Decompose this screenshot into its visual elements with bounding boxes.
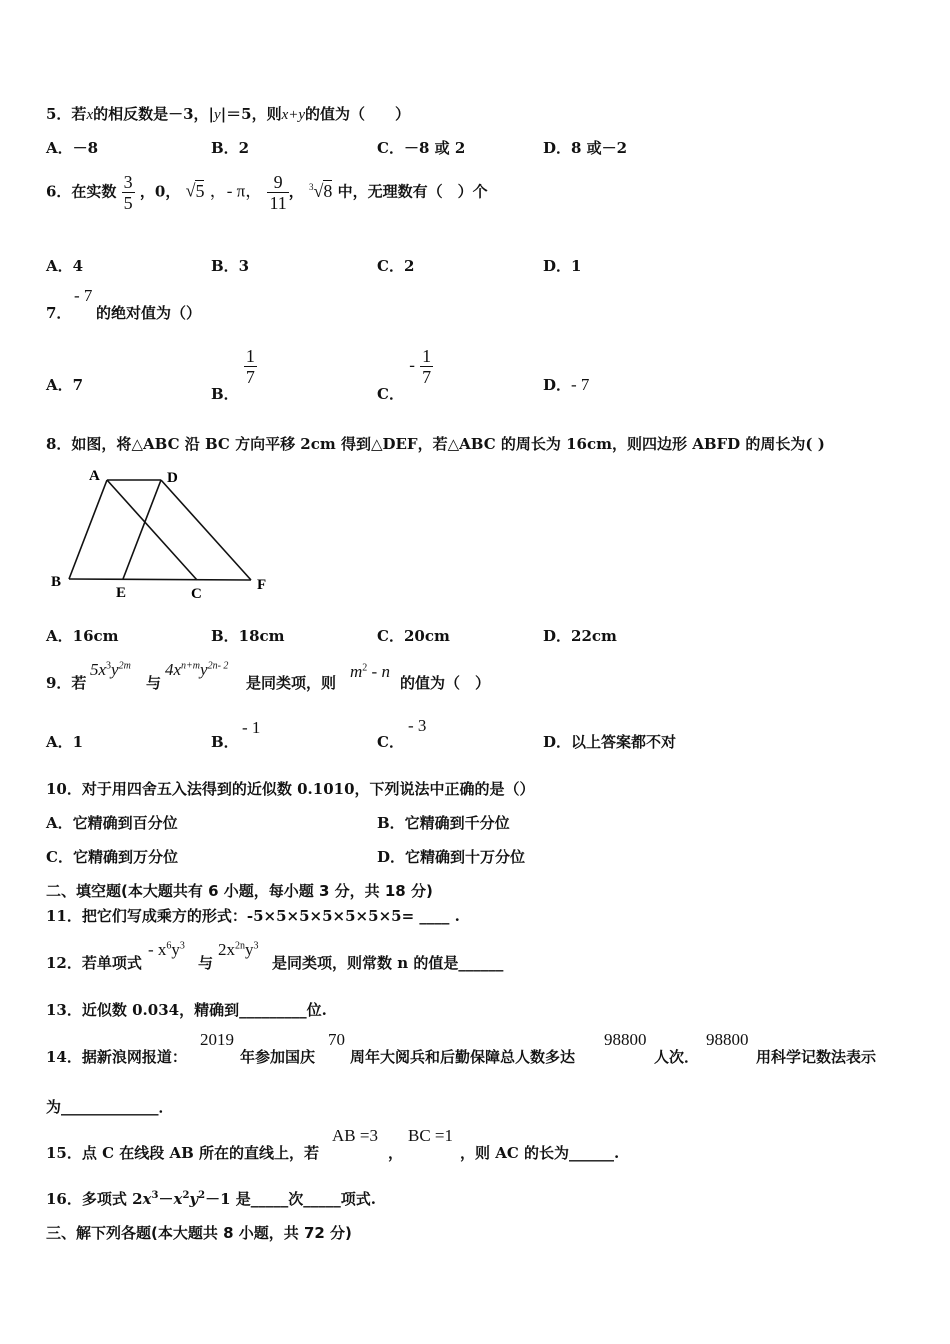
q9-option-c-label: C． bbox=[377, 733, 404, 751]
q14-b: 年参加国庆 bbox=[240, 1048, 316, 1066]
q6-option-c: C．2 bbox=[377, 257, 415, 275]
fraction-3-5: $\frac{3}{5}$ bbox=[123, 172, 133, 213]
segment-DE bbox=[123, 480, 161, 579]
q12-term1: - $x^6y^3$ bbox=[148, 940, 185, 959]
q15-a: 15．点 C 在线段 AB 所在的直线上，若 bbox=[46, 1144, 320, 1162]
q9-m2-n: $m^2$ - n bbox=[350, 662, 390, 681]
q6-option-d: D．1 bbox=[543, 257, 582, 275]
q7-option-d: D．- 7 bbox=[543, 375, 590, 394]
segment-BF bbox=[69, 579, 251, 580]
label-F: F bbox=[257, 577, 267, 593]
label-A: A bbox=[89, 468, 100, 484]
q12-stem-b: 是同类项，则常数 n 的值是______ bbox=[272, 954, 504, 972]
q14-a: 14．据新浪网报道： bbox=[46, 1048, 187, 1066]
q5-option-a: A．－8 bbox=[46, 139, 99, 157]
q7-expr: - 7 bbox=[74, 286, 93, 305]
q8-option-b: B．18cm bbox=[211, 627, 285, 645]
q14-count-2: 98800 bbox=[706, 1030, 749, 1049]
q5-option-d: D．8 或－2 bbox=[543, 139, 628, 157]
q8-figure bbox=[45, 462, 285, 607]
q9-option-c-value: - 3 bbox=[408, 716, 427, 735]
label-B: B bbox=[51, 574, 62, 590]
q9-option-b-label: B． bbox=[211, 733, 239, 751]
q9-end: 的值为（ ） bbox=[400, 674, 491, 692]
q6-stem: 6．在实数 $\frac{3}{5}$ ，0， √5 ，- π， $\frac{9}{11}$ ， $^3$√8 中，无理数有（ ）个 bbox=[46, 172, 488, 213]
q12-stem-a: 12．若单项式 bbox=[46, 954, 142, 972]
q15-b: ，则 AC 的长为______. bbox=[460, 1144, 620, 1162]
section-2-heading: 二、填空题(本大题共有 6 小题，每小题 3 分，共 18 分) bbox=[46, 882, 433, 900]
q15-comma: ， bbox=[388, 1144, 404, 1162]
q6-option-b: B．3 bbox=[211, 257, 250, 275]
q10-option-d: D．它精确到十万分位 bbox=[377, 848, 526, 866]
q6-option-a: A．4 bbox=[46, 257, 84, 275]
q8-option-c: C．20cm bbox=[377, 627, 450, 645]
segment-DF bbox=[161, 480, 251, 580]
q14-e: 用科学记数法表示 bbox=[756, 1048, 877, 1066]
q14-f: 为_____________． bbox=[46, 1098, 174, 1116]
q5-option-c: C．－8 或 2 bbox=[377, 139, 466, 157]
q15-bc: BC =1 bbox=[408, 1126, 454, 1145]
q9-mid: 是同类项，则 bbox=[246, 674, 337, 692]
q7-option-a: A．7 bbox=[46, 376, 84, 394]
q9-with: 与 bbox=[146, 674, 162, 692]
q9-option-d: D．以上答案都不对 bbox=[543, 733, 677, 751]
q10-stem: 10．对于用四舍五入法得到的近似数 0.1010，下列说法中正确的是（） bbox=[46, 780, 535, 798]
q5-stem: 5．若x的相反数是－3，|y|＝5，则x+y的值为（ ） bbox=[46, 105, 411, 123]
sqrt-5: √5 bbox=[185, 180, 205, 201]
fraction-9-11: $\frac{9}{11}$ bbox=[269, 172, 287, 213]
q13-stem: 13．近似数 0.034，精确到_________位. bbox=[46, 1001, 327, 1019]
q5-option-b: B．2 bbox=[211, 139, 250, 157]
q14-d: 人次． bbox=[654, 1048, 700, 1066]
q8-option-a: A．16cm bbox=[46, 627, 119, 645]
q14-anniversary: 70 bbox=[328, 1030, 345, 1049]
q11-stem: 11．把它们写成乘方的形式：-5×5×5×5×5×5×5= ____ . bbox=[46, 907, 460, 925]
q9-option-b-value: - 1 bbox=[242, 718, 261, 737]
q9-option-a: A．1 bbox=[46, 733, 84, 751]
label-D: D bbox=[167, 470, 178, 486]
q16-stem: 16．多项式 $2x^3-x^2y^2-1$ 是_____次_____项式. bbox=[46, 1190, 376, 1208]
q7-stem: 的绝对值为（） bbox=[96, 304, 202, 322]
q7-number: 7． bbox=[46, 304, 72, 322]
segment-AC bbox=[107, 480, 197, 580]
q12-with: 与 bbox=[198, 954, 214, 972]
q7-option-c: C． - $\frac{1}{7}$ bbox=[377, 346, 432, 403]
q10-option-a: A．它精确到百分位 bbox=[46, 814, 178, 832]
label-E: E bbox=[116, 585, 127, 601]
label-C: C bbox=[191, 586, 202, 602]
q10-option-b: B．它精确到千分位 bbox=[377, 814, 510, 832]
q15-ab: AB =3 bbox=[332, 1126, 378, 1145]
q14-count: 98800 bbox=[604, 1030, 647, 1049]
q9-number: 9．若 bbox=[46, 674, 87, 692]
q8-option-d: D．22cm bbox=[543, 627, 617, 645]
segment-AB bbox=[69, 480, 107, 579]
q14-year: 2019 bbox=[200, 1030, 234, 1049]
q12-term2: $2x^{2n}y^3$ bbox=[218, 940, 259, 959]
q14-c: 周年大阅兵和后勤保障总人数多达 bbox=[350, 1048, 576, 1066]
q7-option-b: B． $\frac{1}{7}$ bbox=[211, 346, 255, 403]
section-3-heading: 三、解下列各题(本大题共 8 小题，共 72 分) bbox=[46, 1224, 352, 1242]
q10-option-c: C．它精确到万分位 bbox=[46, 848, 178, 866]
q8-stem: 8．如图，将△ABC 沿 BC 方向平移 2cm 得到△DEF，若△ABC 的周长为 16cm，则四边形 ABFD 的周长为( ) bbox=[46, 435, 825, 453]
q9-term2: $4x^{n+m}y^{2n- 2}$ bbox=[165, 660, 229, 679]
q9-term1: $5x^3y^{2m}$ bbox=[90, 660, 131, 679]
cbrt-8: $^3$√8 bbox=[309, 180, 333, 201]
